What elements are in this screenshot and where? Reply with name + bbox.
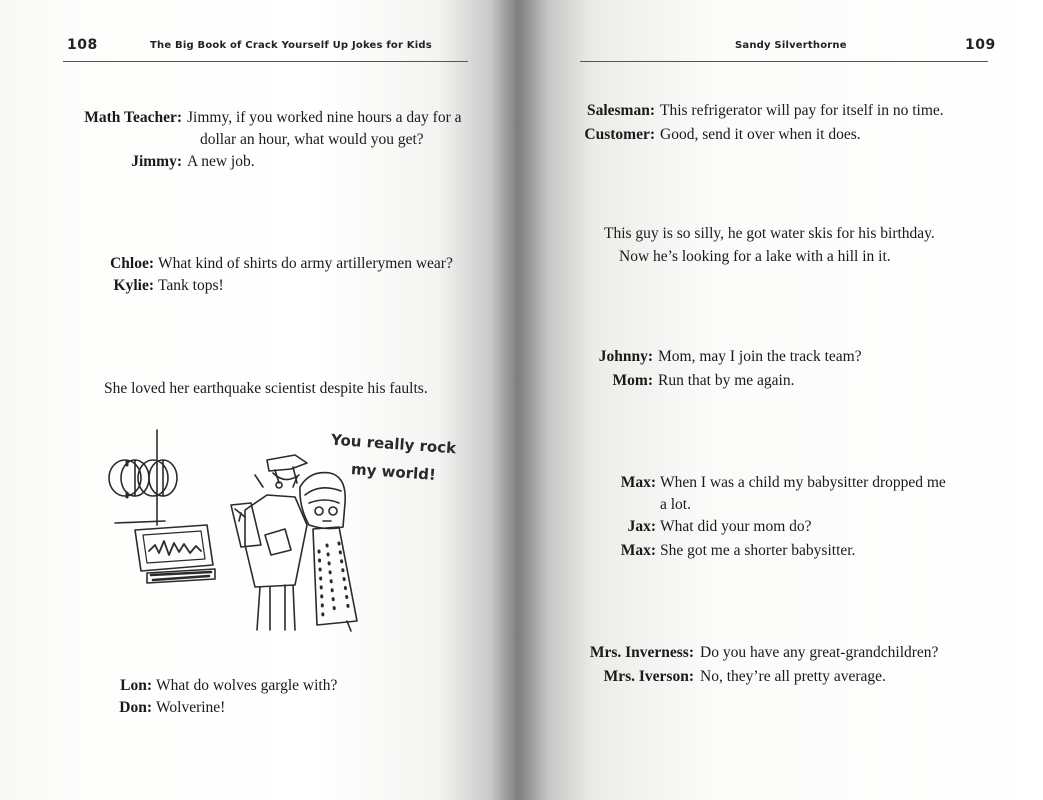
dialogue-text-cont: dollar an hour, what would you get? [200, 131, 424, 148]
left-header-rule [63, 61, 468, 62]
dialogue-text: A new job. [187, 153, 255, 170]
one-liner-line-1: This guy is so silly, he got water skis for his birthday. [604, 225, 935, 242]
cartoon-drawing [95, 425, 445, 640]
dialogue-text: What kind of shirts do army artillerymen wear? [158, 255, 453, 272]
dialogue-text: What did your mom do? [660, 518, 812, 535]
dialogue-text: Do you have any great-grandchildren? [700, 644, 939, 661]
right-page [520, 0, 1043, 800]
dialogue-text: This refrigerator will pay for itself in no time. [660, 102, 944, 119]
one-liner-line-2: Now he’s looking for a lake with a hill in it. [619, 248, 891, 265]
dialogue-text-cont: a lot. [660, 496, 691, 513]
speaker-label: Johnny: [598, 348, 653, 365]
speaker-label: Mrs. Inverness: [589, 644, 694, 661]
speaker-label: Mrs. Iverson: [603, 668, 694, 685]
earthquake-scientist-illustration [95, 425, 457, 640]
speech-line-2: my world! [350, 460, 437, 484]
left-page-number: 108 [67, 37, 98, 53]
dialogue-text: Wolverine! [156, 699, 226, 716]
left-page [0, 0, 500, 800]
speaker-label: Kylie: [113, 277, 154, 294]
right-running-title: Sandy Silverthorne [735, 40, 847, 51]
dialogue-text: She got me a shorter babysitter. [660, 542, 856, 559]
dialogue-text: Mom, may I join the track team? [658, 348, 862, 365]
left-running-title: The Big Book of Crack Yourself Up Jokes for Kids [150, 40, 432, 51]
speaker-label: Mom: [612, 372, 653, 389]
speaker-label: Lon: [120, 677, 152, 694]
speaker-label: Jax: [627, 518, 656, 535]
dialogue-text: Jimmy, if you worked nine hours a day for a [187, 109, 462, 126]
dialogue-text: No, they’re all pretty average. [700, 668, 886, 685]
one-liner-joke: She loved her earthquake scientist despite his faults. [104, 380, 428, 397]
dialogue-text: Run that by me again. [658, 372, 795, 389]
speaker-label: Jimmy: [131, 153, 182, 170]
speaker-label: Chloe: [110, 255, 154, 272]
dialogue-text: Good, send it over when it does. [660, 126, 861, 143]
right-page-number: 109 [965, 37, 996, 53]
speaker-label: Max: [620, 474, 656, 491]
dialogue-text: When I was a child my babysitter dropped me [660, 474, 946, 491]
speaker-label: Max: [620, 542, 656, 559]
speaker-label: Customer: [584, 126, 655, 143]
dialogue-text: Tank tops! [158, 277, 224, 294]
dialogue-text: What do wolves gargle with? [156, 677, 338, 694]
speaker-label: Salesman: [586, 102, 655, 119]
speaker-label: Math Teacher: [84, 109, 182, 126]
right-header-rule [580, 61, 988, 62]
speaker-label: Don: [119, 699, 152, 716]
speech-line-1: You really rock [330, 430, 457, 458]
